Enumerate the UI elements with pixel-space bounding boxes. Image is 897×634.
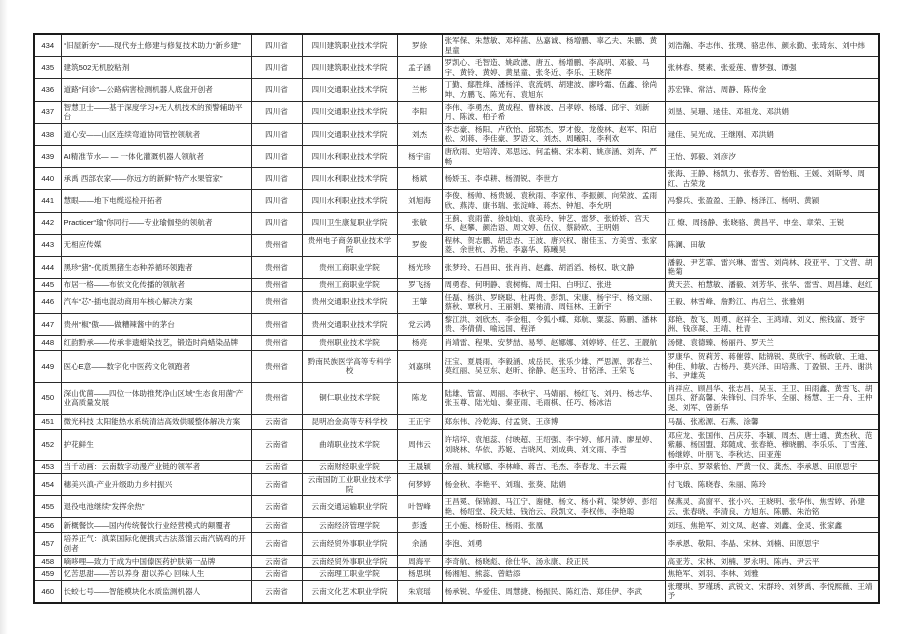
province-cell: 云南省 <box>251 568 302 581</box>
province-cell: 贵州省 <box>251 336 302 351</box>
advisors-cell: 刘浩瀚、李志伟、张璞、骆忠伟、颜永勤、张琦东、刘中炜 <box>665 34 879 57</box>
province-cell: 四川省 <box>251 212 302 234</box>
table-row <box>34 336 879 351</box>
members-cell: 杨承锐、华爱佳、周慧捷、杨振民、陈红浩、郑佳伊、李武 <box>442 580 665 603</box>
advisors-cell: 高亚芳、宋林、刘楠、罗永明、陈冉、尹云平 <box>665 555 879 568</box>
row-number-cell: 440 <box>34 168 61 190</box>
project-title-cell: 忆苦思甜——苦以养身 甜以养心 回味人生 <box>61 568 251 581</box>
table-body <box>34 34 879 603</box>
project-title-cell: 红韵黔承——传承非遗蜡染技艺，锻造时尚蜡染品牌 <box>61 336 251 351</box>
school-cell: 贵州职业技术学院 <box>302 336 397 351</box>
school-cell: 贵州交通职业技术学院 <box>302 313 397 335</box>
school-cell: 贵州交通职业技术学院 <box>302 291 397 313</box>
leader-cell: 周海平 <box>397 555 442 568</box>
leader-cell: 罗徐 <box>397 34 442 57</box>
school-cell: 四川建筑职业技术学院 <box>302 57 397 79</box>
project-title-cell: 汽车“芯”-插电混动商用车核心解决方案 <box>61 291 251 313</box>
advisors-cell: 陈澜、田敏 <box>665 234 879 256</box>
row-number-cell: 439 <box>34 145 61 167</box>
table-row <box>34 57 879 79</box>
province-cell: 贵州省 <box>251 313 302 335</box>
table-row <box>34 414 879 429</box>
row-number-cell: 447 <box>34 313 61 335</box>
school-cell: 云南国防工业职业技术学院 <box>302 473 397 495</box>
row-number-cell: 434 <box>34 34 61 57</box>
advisors-cell: 刘垦、吴珊、逯佳、邓祖龙、邓洪娟 <box>665 101 879 123</box>
province-cell: 四川省 <box>251 123 302 145</box>
members-cell: 丁勤、鄢胜烽、潘杨洋、袁流炳、胡建波、廖吟霜、伍鑫、徐尚坤、方鹏飞、陈光有、袁旭东 <box>442 79 665 101</box>
members-cell: 罗凯心、毛智造、姚政潓、唐五、杨增鹏、李高明、邓毅、马宇、黄铃、黄婷、黄星童、张冬近、李乐、王晓萍 <box>442 57 665 79</box>
projects-table <box>33 33 880 604</box>
project-title-cell: AI精准节水— — 一体化灌溉机器人领航者 <box>61 145 251 167</box>
school-cell: 贵州工商职业学院 <box>302 279 397 292</box>
school-cell: 贵州电子商务职业技术学院 <box>302 234 397 256</box>
advisors-cell: 张林春、樊素、张爱莲、曹梦强、谭强 <box>665 57 879 79</box>
school-cell: 云南文化艺术职业学院 <box>302 580 397 603</box>
table-row <box>34 279 879 292</box>
project-title-cell: 新概餐饮——国内传统餐饮行业经营模式的颠覆者 <box>61 518 251 533</box>
row-number-cell: 437 <box>34 101 61 123</box>
project-title-cell: 深山优菌——四位一体助推梵净山区域“生态食用菌”产业高质量发展 <box>61 382 251 414</box>
province-cell: 云南省 <box>251 473 302 495</box>
row-number-cell: 448 <box>34 336 61 351</box>
project-title-cell: 医心E意——数字化中医药文化领跑者 <box>61 351 251 383</box>
row-number-cell: 458 <box>34 555 61 568</box>
project-title-cell: 承禹 西部农家——你远方的新鲜“特产水果管家” <box>61 168 251 190</box>
project-title-cell: 道路“问诊”—公路病害检测机器人底盘开创者 <box>61 79 251 101</box>
members-cell: 王小施、杨盼佳、杨雨、张凰 <box>442 518 665 533</box>
leader-cell: 党云鸿 <box>397 313 442 335</box>
table-row <box>34 212 879 234</box>
scan-edge-shadow <box>0 0 8 634</box>
leader-cell: 杨思琪 <box>397 568 442 581</box>
table-row <box>34 473 879 495</box>
advisors-cell: 李中京、罗翠紫怡、严黄一仪、龚杰、李承恩、田原思宇 <box>665 461 879 474</box>
leader-cell: 杨亮 <box>397 336 442 351</box>
province-cell: 云南省 <box>251 414 302 429</box>
school-cell: 四川水利职业技术学院 <box>302 190 397 212</box>
table-row <box>34 234 879 256</box>
table-row <box>34 291 879 313</box>
project-title-cell: 培养正气：滇菜国际化便携式古法蒸馏云南汽锅鸡的开创者 <box>61 533 251 555</box>
province-cell: 四川省 <box>251 57 302 79</box>
table-row <box>34 256 879 278</box>
table-row <box>34 123 879 145</box>
row-number-cell: 454 <box>34 473 61 495</box>
leader-cell: 杨宇宙 <box>397 145 442 167</box>
members-cell: 李俊、杨帅、杨贵媛、袁秋雨、李家伟、李振颜、向荣波、孟雨欣、燕涛、康书瑞、张淀峰、蒋杰、钟旭、李允明 <box>442 190 665 212</box>
leader-cell: 陈龙 <box>397 382 442 414</box>
leader-cell: 何梦婷 <box>397 473 442 495</box>
members-cell: 陆雄、管富、周丽、李秋宇、马婧丽、杨红飞、刘丹、杨志华、张玉尊、陆光灿、秦亚雨、毛雨棋、任巧、杨冰洁 <box>442 382 665 414</box>
members-cell: 余福、姚权娜、李林峰、蒋吉、毛杰、李春龙、丰云霞 <box>442 461 665 474</box>
row-number-cell: 442 <box>34 212 61 234</box>
table-row <box>34 168 879 190</box>
table-row <box>34 555 879 568</box>
row-number-cell: 460 <box>34 580 61 603</box>
leader-cell: 杨光珍 <box>397 256 442 278</box>
table-row <box>34 79 879 101</box>
project-title-cell: 微光科技 太阳能热水系统清洁高效供暖整体解决方案 <box>61 414 251 429</box>
advisors-cell: 罗康华、贺莉芳、蒋催蓉、陆锦锐、莫欣宇、杨政敏、王迪、种佳、帅敏、古杨丹、莫兴泽、田培燕、丁盈银、王丹、谢洪书、尹雄英 <box>665 351 879 383</box>
leader-cell: 朱宸瑶 <box>397 580 442 603</box>
school-cell: 云南财经职业学院 <box>302 461 397 474</box>
table-row <box>34 533 879 555</box>
school-cell: 云南经贸外事职业学院 <box>302 555 397 568</box>
project-title-cell: 贵州“椒”傲——做糟辣酱中的茅台 <box>61 313 251 335</box>
leader-cell: 孟子涵 <box>397 57 442 79</box>
leader-cell: 刘嘉琪 <box>397 351 442 383</box>
row-number-cell: 453 <box>34 461 61 474</box>
table-row <box>34 34 879 57</box>
leader-cell: 李阳 <box>397 101 442 123</box>
province-cell: 云南省 <box>251 429 302 461</box>
leader-cell: 叶智峰 <box>397 496 442 518</box>
leader-cell: 王肇 <box>397 291 442 313</box>
advisors-cell: 江 燎、周扬静、张晓骆、黄昌平、申垒、章荣、王锐 <box>665 212 879 234</box>
row-number-cell: 459 <box>34 568 61 581</box>
school-cell: 四川水利职业技术学院 <box>302 145 397 167</box>
school-cell: 曲靖职业技术学院 <box>302 429 397 461</box>
project-title-cell: 长蛟七号——智能模块化水质监测机器人 <box>61 580 251 603</box>
advisors-cell: 潘毅、尹艺霏、雷兴琳、雷雪、刘尚林、段亚平、丁文营、胡艳菊 <box>665 256 879 278</box>
members-cell: 王蓟、袁雨蕾、徐灿灿、袁美玲、钟艺、雷梦、张娇娇、宫天华、赵攀、颜浩语、周文婷、伍仪、蔡龄欧、王明娟 <box>442 212 665 234</box>
school-cell: 云南经济管理学院 <box>302 518 397 533</box>
advisors-cell: 汤健、袁德臻、杨丽丹、罗天兰 <box>665 336 879 351</box>
school-cell: 云南交通运输职业学院 <box>302 496 397 518</box>
members-cell: 杨娇玉、李卓耕、杨渭锐、李世方 <box>442 168 665 190</box>
members-cell: 许培垶、袁旭蕊、付映超、王绍强、李宇婷、郁月清、廖星婷、刘晓林、华依、苏姬、吉晓风、刘成典、刘文雨、李雪 <box>442 429 665 461</box>
table-row <box>34 351 879 383</box>
advisors-cell: 王怡、郭毅、刘彦汐 <box>665 145 879 167</box>
advisors-cell: 张海、王静、杨凯力、张春芳、曾怡瓶、王媛、刘斯琴、周红、古荣龙 <box>665 168 879 190</box>
row-number-cell: 455 <box>34 496 61 518</box>
school-cell: 昆明冶金高等专科学校 <box>302 414 397 429</box>
leader-cell: 彭透 <box>397 518 442 533</box>
row-number-cell: 445 <box>34 279 61 292</box>
advisors-cell: 刘珏、焦艳军、刘文凤、赵睿、刘鑫、金灵、张家鑫 <box>665 518 879 533</box>
project-title-cell: 护花鲜生 <box>61 429 251 461</box>
row-number-cell: 457 <box>34 533 61 555</box>
advisors-cell: 焦艳军、刘羽、李林、刘雅 <box>665 568 879 581</box>
province-cell: 云南省 <box>251 518 302 533</box>
row-number-cell: 435 <box>34 57 61 79</box>
advisors-cell: 张璎琪、罗瑾琇、武锐文、宋群玲、刘梦禹、李悦熙薇、王靖予 <box>665 580 879 603</box>
school-cell: 四川建筑职业技术学院 <box>302 34 397 57</box>
members-cell: 杨湘旭、熊蕊、曾皓添 <box>442 568 665 581</box>
province-cell: 贵州省 <box>251 279 302 292</box>
project-title-cell: 布居一格——布依文化传播的领航者 <box>61 279 251 292</box>
leader-cell: 周伟云 <box>397 429 442 461</box>
table-row <box>34 101 879 123</box>
members-cell: 肖靖雷、程果、安梦喆、易琴、赵娜娜、刘婷婷、任艺、王靓航 <box>442 336 665 351</box>
advisors-cell: 付飞娥、陈晓春、朱丽、陈玲 <box>665 473 879 495</box>
school-cell: 云南经贸外事职业学院 <box>302 533 397 555</box>
table-row <box>34 382 879 414</box>
members-cell: 李伟、李勇杰、黄成程、曹林波、吕孝婷、杨璠、邱宇、刘新月、陈波、柏子希 <box>442 101 665 123</box>
members-cell: 郑东伟、冷乾海、付孟贤、王彦博 <box>442 414 665 429</box>
province-cell: 云南省 <box>251 533 302 555</box>
members-cell: 李泡、刘勇 <box>442 533 665 555</box>
advisors-cell: 冯黎兵、张盈盈、王静、杨泽江、杨明、黄颍 <box>665 190 879 212</box>
province-cell: 贵州省 <box>251 351 302 383</box>
advisors-cell: 马磊、张凇源、石燕、涂馨 <box>665 414 879 429</box>
members-cell: 杨金秋、李艳平、刘瑞、张葵、陆娟 <box>442 473 665 495</box>
advisors-cell: 保燕灵、高窗平、张小兴、王晓明、张华伟、焦雪婷、孙建云、张春晓、李清良、方旭东、陈鹏、朱治铭 <box>665 496 879 518</box>
school-cell: 四川交通职业技术学院 <box>302 79 397 101</box>
school-cell: 四川交通职业技术学院 <box>302 123 397 145</box>
row-number-cell: 438 <box>34 123 61 145</box>
row-number-cell: 443 <box>34 234 61 256</box>
province-cell: 四川省 <box>251 34 302 57</box>
school-cell: 贵州工商职业学院 <box>302 256 397 278</box>
leader-cell: 罗俊 <box>397 234 442 256</box>
advisors-cell: 郑艳、敖飞、周勇、赵祥全、王鸿靖、刘义、熊钱富、聂宇洲、钱彦凝、王靖、杜青 <box>665 313 879 335</box>
leader-cell: 兰彬 <box>397 79 442 101</box>
advisors-cell: 王毅、林雪峰、詹黔江、冉启兰、张雅娟 <box>665 291 879 313</box>
school-cell: 四川交通职业技术学院 <box>302 101 397 123</box>
table-row <box>34 580 879 603</box>
members-cell: 李奇航、杨晓彪、徐仕华、汤永康、段正民 <box>442 555 665 568</box>
leader-cell: 余涵 <box>397 533 442 555</box>
school-cell: 四川卫生康复职业学院 <box>302 212 397 234</box>
table-row <box>34 496 879 518</box>
members-cell: 任磊、杨洪、罗晓聪、杜再贵、彭凯、宋康、杨宇宇、杨文丽、蔡秋、覃秋月、王丽娟、粟袖清、周钰林、王新宇 <box>442 291 665 313</box>
province-cell: 云南省 <box>251 461 302 474</box>
advisors-cell: 黄天芸、柏慧敏、潘毅、刘芳华、张华、雷雪、周昌雄、赵红 <box>665 279 879 292</box>
table-row <box>34 461 879 474</box>
leader-cell: 杨斌 <box>397 168 442 190</box>
province-cell: 四川省 <box>251 168 302 190</box>
members-cell: 程林、贺志鹏、胡忠杏、王波、唐兴权、谢佳玉、方美雪、张家菱、余世杭、苏艳、李嘉华、陈曦昊 <box>442 234 665 256</box>
row-number-cell: 446 <box>34 291 61 313</box>
school-cell: 四川水利职业技术学院 <box>302 168 397 190</box>
school-cell: 黔南民族医学高等专科学校 <box>302 351 397 383</box>
province-cell: 四川省 <box>251 145 302 167</box>
project-title-cell: 当千动画：云南数字动漫产业链的领军者 <box>61 461 251 474</box>
row-number-cell: 436 <box>34 79 61 101</box>
row-number-cell: 444 <box>34 256 61 278</box>
row-number-cell: 441 <box>34 190 61 212</box>
leader-cell: 张敏 <box>397 212 442 234</box>
advisors-cell: 肖祥应、顾昌华、张志昌、吴玉、王卫、田雨鑫、黄雪飞、胡国兵、舒高馨、朱锋钊、闫乔华、全丽、杨慧、王一舟、王仲尧、刘军、曾新华 <box>665 382 879 414</box>
leader-cell: 王晟颖 <box>397 461 442 474</box>
table-row <box>34 429 879 461</box>
advisors-cell: 李承恩、敬阳、李晶、宋林、刘楠、田原思宇 <box>665 533 879 555</box>
leader-cell: 刘旭海 <box>397 190 442 212</box>
members-cell: 周勇春、何明静、袁树梅、周士阳、白明辽、张进 <box>442 279 665 292</box>
project-title-cell: 嘀哆哩—致力于成为中国傣医药护肤第一品牌 <box>61 555 251 568</box>
advisors-cell: 苏宏锋、常洁、周静、陈传金 <box>665 79 879 101</box>
row-number-cell: 452 <box>34 429 61 461</box>
advisors-cell: 逯佳、吴光成、王继刚、邓洪娟 <box>665 123 879 145</box>
members-cell: 王昌冕、保锦源、马江宁、谢健、杨文、杨小莉、梁梦婷、彭绍艳、杨绍堂、段天娃、钱治云、段凯文、李权伟、李艳聪 <box>442 496 665 518</box>
table-row <box>34 190 879 212</box>
project-title-cell: 穗美兴滇-产业升级助力乡村振兴 <box>61 473 251 495</box>
province-cell: 贵州省 <box>251 382 302 414</box>
school-cell: 铜仁职业技术学院 <box>302 382 397 414</box>
table-row <box>34 145 879 167</box>
members-cell: 黎江洪、刘欣杰、李金粗、令狐小蝶、郑航、粟蕊、陈鹏、潘林贵、李倩倩、喻远国、程泽 <box>442 313 665 335</box>
project-title-cell: 智慧卫士——基于深度学习+无人机技术的预警辅助平台 <box>61 101 251 123</box>
leader-cell: 王正宇 <box>397 414 442 429</box>
advisors-cell: 邓应龙、张国伟、吕庆芬、李颖、周杰、唐士通、黄杰秋、范紫藤、杨国盟、郑随成、张春艳、穆晓鹏、李乐乐、丁雪莲、杨继婷、叶朋飞、李秋达、田亚莲 <box>665 429 879 461</box>
province-cell: 贵州省 <box>251 256 302 278</box>
row-number-cell: 451 <box>34 414 61 429</box>
province-cell: 贵州省 <box>251 234 302 256</box>
province-cell: 四川省 <box>251 190 302 212</box>
table-row <box>34 313 879 335</box>
table-row <box>34 518 879 533</box>
province-cell: 云南省 <box>251 555 302 568</box>
row-number-cell: 456 <box>34 518 61 533</box>
members-cell: 张梦玲、石昌田、张肖肖、赵鑫、胡滔滔、杨权、耿文静 <box>442 256 665 278</box>
table-row <box>34 568 879 581</box>
project-title-cell: Practicer“瑜”你同行——专业瑜伽垫的领航者 <box>61 212 251 234</box>
project-title-cell: “旧屋新夯”——现代夯土修建与修复技术助力“新乡建” <box>61 34 251 57</box>
project-title-cell: 道心安——山区连续弯道协同管控领航者 <box>61 123 251 145</box>
province-cell: 四川省 <box>251 101 302 123</box>
members-cell: 李志豪、杨阳、卢欣怡、邱郓杰、罗才俊、龙俊林、赵军、阳启松、刘蒋、李佳豪、罗语文、刘杰、周曦阳、李利欢 <box>442 123 665 145</box>
project-title-cell: 慧眼——地下电缆巡检开拓者 <box>61 190 251 212</box>
members-cell: 汪宝、夏晨雨、李毅涵、成岳民、张乐少雄、严思源、郭春兰、莫红丽、吴豆东、赵昕、徐静、赵玉玲、甘铭泽、王荣飞 <box>442 351 665 383</box>
province-cell: 四川省 <box>251 79 302 101</box>
province-cell: 云南省 <box>251 496 302 518</box>
project-title-cell: 建筑502无机胶粘剂 <box>61 57 251 79</box>
province-cell: 贵州省 <box>251 291 302 313</box>
members-cell: 张军保、朱慧敏、邓梓菡、丛嘉诚、杨增鹏、辜乙夫、朱鹏、黄星童 <box>442 34 665 57</box>
project-title-cell: 黑珍“猪”-优质黑猪生态种养循环领跑者 <box>61 256 251 278</box>
leader-cell: 刘杰 <box>397 123 442 145</box>
project-title-cell: 无相应传媒 <box>61 234 251 256</box>
province-cell: 云南省 <box>251 580 302 603</box>
row-number-cell: 450 <box>34 382 61 414</box>
leader-cell: 罗飞扬 <box>397 279 442 292</box>
members-cell: 唐欣雨、史培涛、邓思远、何孟楠、宋本莉、姚彦涵、刘奔、严畅 <box>442 145 665 167</box>
row-number-cell: 449 <box>34 351 61 383</box>
project-title-cell: 退役电池继续“发挥余热” <box>61 496 251 518</box>
school-cell: 云南理工职业学院 <box>302 568 397 581</box>
